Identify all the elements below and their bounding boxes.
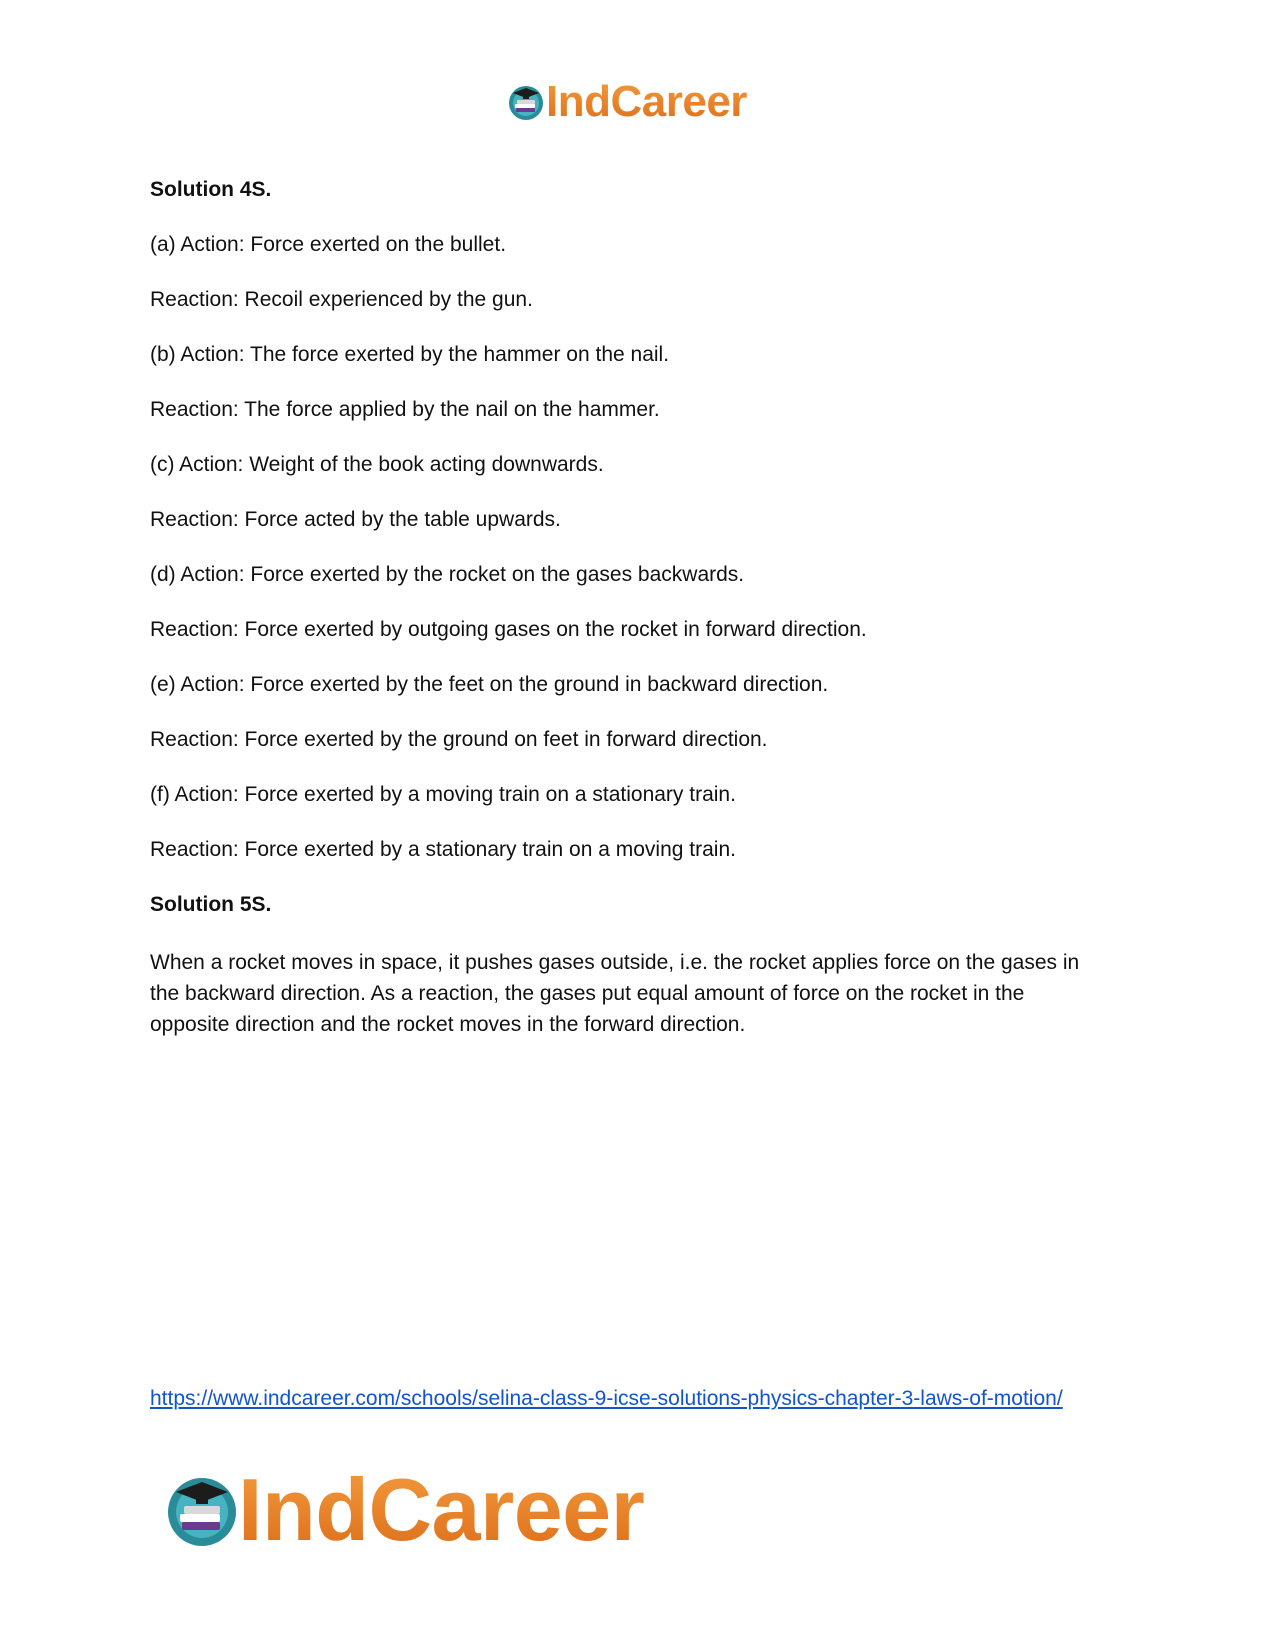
answer-line: (c) Action: Weight of the book acting downwards. <box>150 453 604 476</box>
solution-4s-heading: Solution 4S. <box>150 178 272 201</box>
answer-line: Reaction: Force exerted by outgoing gases on the rocket in forward direction. <box>150 618 867 641</box>
source-url-link[interactable]: https://www.indcareer.com/schools/selina-class-9-icse-solutions-physics-chapter-3-laws-of-motion/ <box>150 1387 1063 1410</box>
answer-line: Reaction: Force acted by the table upwards. <box>150 508 561 531</box>
footer-logo <box>162 1460 645 1559</box>
answer-line: Reaction: The force applied by the nail on the hammer. <box>150 398 660 421</box>
graduation-cap-book-globe-icon <box>506 82 546 122</box>
answer-line: (f) Action: Force exerted by a moving train on a stationary train. <box>150 783 736 806</box>
graduation-cap-book-globe-icon <box>162 1470 242 1550</box>
solution-5s-heading: Solution 5S. <box>150 893 272 916</box>
logo-wordmark: IndCareer <box>238 1460 645 1559</box>
answer-line: (b) Action: The force exerted by the hammer on the nail. <box>150 343 670 366</box>
answer-line: (a) Action: Force exerted on the bullet. <box>150 233 507 256</box>
answer-line: (e) Action: Force exerted by the feet on the ground in backward direction. <box>150 673 829 696</box>
answer-line: (d) Action: Force exerted by the rocket on the gases backwards. <box>150 563 745 586</box>
document-body <box>150 177 1110 1040</box>
answer-line: Reaction: Recoil experienced by the gun. <box>150 288 533 311</box>
answer-line: Reaction: Force exerted by a stationary train on a moving train. <box>150 838 736 861</box>
header-logo <box>506 78 747 126</box>
solution-5s-paragraph: When a rocket moves in space, it pushes gases outside, i.e. the rocket applies force on the gases in the backward direction. As a reaction, the gases put equal amount of force on the rocket in the opposite direction and the rocket moves in the forward direction. <box>150 951 1080 1036</box>
logo-wordmark: IndCareer <box>546 77 747 126</box>
answer-line: Reaction: Force exerted by the ground on feet in forward direction. <box>150 728 768 751</box>
